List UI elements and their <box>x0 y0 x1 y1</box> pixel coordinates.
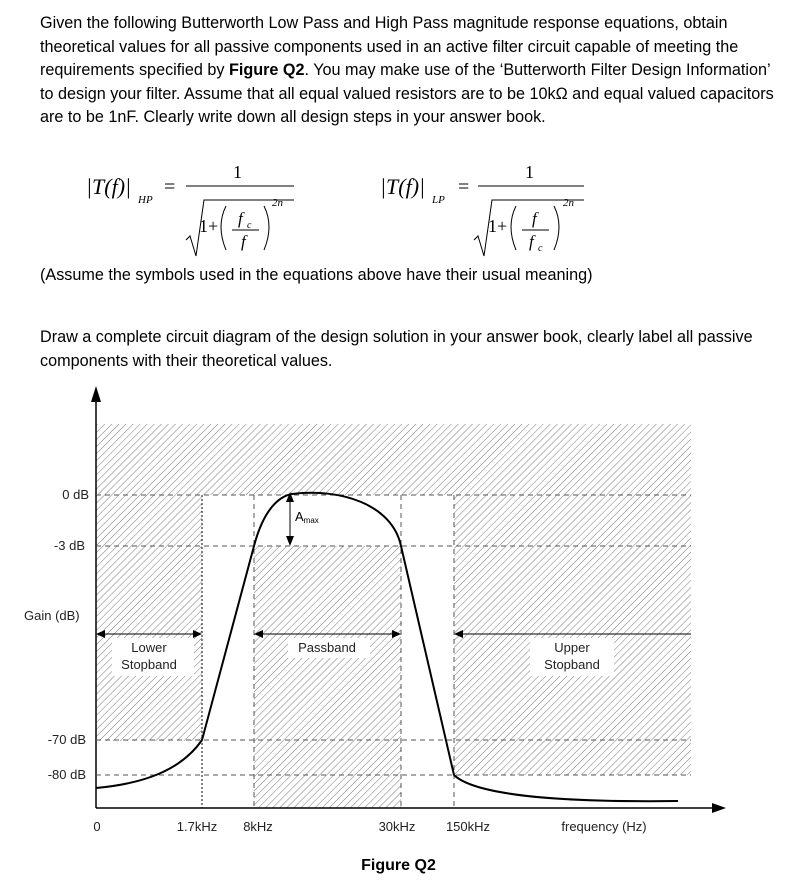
hp-frac-den: f <box>241 232 246 251</box>
y-tick-3db: -3 dB <box>53 538 85 553</box>
x-tick-0: 0 <box>93 819 101 834</box>
lower-stopband-region <box>96 495 202 741</box>
hp-frac-num-sub: c <box>247 220 252 231</box>
question-paragraph <box>40 12 775 130</box>
lp-subscript: LP <box>432 194 445 206</box>
hp-equation <box>86 160 306 265</box>
passband-region <box>254 546 401 808</box>
x-axis-label: frequency (Hz) <box>561 819 647 834</box>
upper-stopband-label-2: Stopband <box>544 657 600 672</box>
assumption-note: (Assume the symbols used in the equations above have their usual meaning) <box>40 266 593 284</box>
x-tick-150khz: 150kHz <box>445 819 491 834</box>
y-tick-0db: 0 dB <box>62 487 89 502</box>
hp-lhs: |T(f)| <box>86 174 132 199</box>
hp-numerator: 1 <box>233 162 242 182</box>
passband-label: Passband <box>298 640 356 655</box>
lp-frac-den-sub: c <box>538 243 543 254</box>
lower-stopband-label: Lower <box>131 640 167 655</box>
lp-frac-num: f <box>532 209 537 228</box>
upper-stopband-label: Upper <box>554 640 590 655</box>
x-tick-1-7khz: 1.7kHz <box>176 819 218 834</box>
top-stopband-region <box>96 424 691 495</box>
upper-stopband-region <box>454 495 691 775</box>
x-tick-8khz: 8kHz <box>243 819 273 834</box>
y-axis-label: Gain (dB) <box>24 608 80 623</box>
y-tick-80db: -80 dB <box>47 767 86 782</box>
lp-equation <box>380 160 600 265</box>
hp-subscript: HP <box>138 194 153 206</box>
amax-label: Amax <box>295 509 319 525</box>
paragraph-text: Given the following Butterworth Low Pass and High Pass magnitude response equations, obtain theoretical values for all passive components used in an active filter circuit capable of meeting the requirements specified by <box>40 14 739 79</box>
figure-reference: Figure Q2 <box>228 61 305 79</box>
lp-numerator: 1 <box>525 162 534 182</box>
lp-exponent: 2n <box>563 197 574 209</box>
paragraph-text-cont: . You may make use of the ‘Butterworth Filter Design Information’ to design your filter. Assume that all equal valued resistors are to be 10kΩ and equal valued capacitors are to be 1nF. Clearly write down all design steps in your answer book. <box>40 61 774 126</box>
filter-spec-diagram <box>0 380 797 855</box>
figure-caption: Figure Q2 <box>361 857 436 874</box>
y-axis-arrow <box>91 386 101 402</box>
lp-lhs: |T(f)| <box>380 174 426 199</box>
lp-frac-den: f <box>529 232 534 251</box>
y-tick-70db: -70 dB <box>47 732 86 747</box>
x-axis-arrow <box>712 803 726 813</box>
svg-text:=: = <box>164 176 176 198</box>
instruction-paragraph: Draw a complete circuit diagram of the design solution in your answer book, clearly label all passive components with their theoretical values. <box>40 328 753 370</box>
lp-one-plus: 1+ <box>488 216 508 236</box>
hp-one-plus: 1+ <box>199 216 219 236</box>
hp-exponent: 2n <box>272 197 283 209</box>
x-tick-30khz: 30kHz <box>378 819 416 834</box>
hp-frac-num: f <box>238 209 243 228</box>
lower-stopband-label-2: Stopband <box>121 657 177 672</box>
svg-text:=: = <box>458 176 470 198</box>
